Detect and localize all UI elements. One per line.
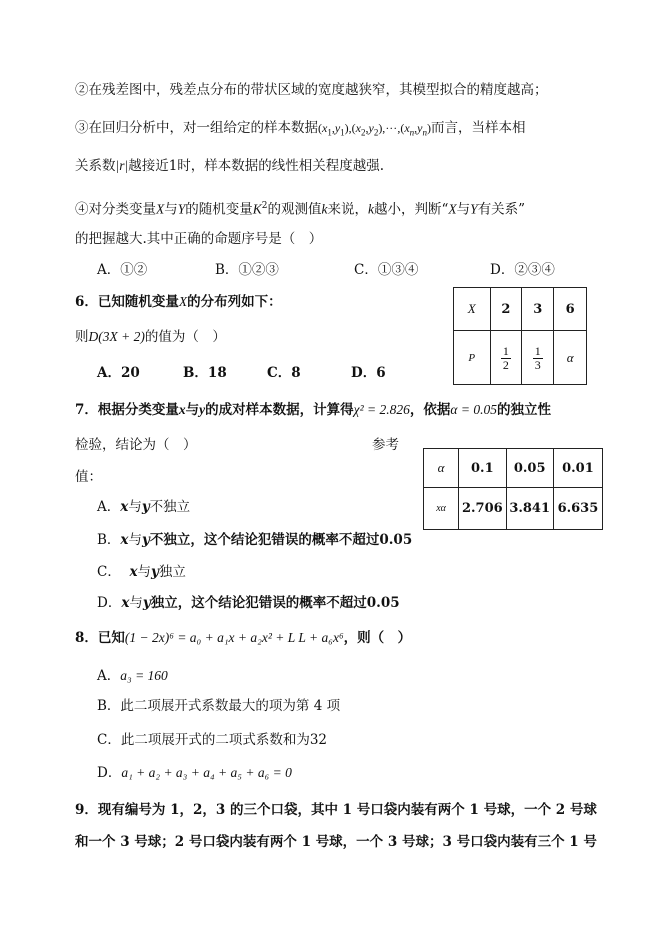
table-cell: α — [554, 331, 587, 385]
q7-option-c[interactable] — [97, 562, 186, 582]
option-value: ②③④ — [514, 262, 555, 278]
option-value: a₁ + a₂ + a₃ + a₄ + a₅ + a₆ = 0 — [121, 765, 292, 780]
option-value: a₃ = 160 — [120, 668, 168, 683]
q6-option-b[interactable] — [183, 363, 227, 383]
var-k: k — [321, 201, 328, 217]
table-cell: xα — [424, 488, 459, 530]
var-Y: Y — [177, 201, 186, 217]
var-y: y — [142, 595, 151, 611]
question-text: 则 — [75, 329, 89, 345]
statement-text: 在回归分析中，对一组给定的样本数据 — [88, 120, 318, 136]
table-cell: P — [454, 331, 491, 385]
statement-4 — [75, 196, 525, 220]
table-cell: X — [454, 288, 491, 331]
q7-stem — [75, 400, 551, 420]
table-cell: 6.635 — [553, 488, 602, 530]
question-text: 参考 — [372, 437, 399, 453]
q7-option-a[interactable] — [97, 497, 190, 517]
question-number: 8． — [75, 630, 98, 646]
option-label: D． — [97, 765, 122, 781]
dots: ··· — [385, 121, 398, 135]
statement-text: 越接近1时，样本数据的线性相关程度越强. — [128, 158, 385, 174]
denominator: 3 — [534, 357, 541, 372]
question-text: ，则（ ） — [343, 630, 412, 646]
question-text: ，依据 — [409, 402, 451, 418]
option-text: 不独立，这个结论犯错误的概率不超过0.05 — [149, 532, 413, 548]
option-value: 8 — [291, 365, 301, 381]
r-var: r — [119, 158, 125, 173]
var-y: y — [141, 499, 150, 515]
table-cell: 3.841 — [506, 488, 553, 530]
denominator: 2 — [502, 357, 509, 372]
option-text: 不独立 — [149, 499, 191, 515]
option-value: ①③④ — [377, 262, 419, 278]
q6-option-c[interactable] — [267, 363, 301, 383]
statement-text: 的随机变量 — [185, 201, 253, 218]
q7-option-b[interactable] — [97, 530, 412, 550]
statement-text: 与 — [164, 201, 178, 218]
q6-distribution-table — [453, 287, 587, 385]
option-text: 与 — [137, 564, 151, 580]
option-value: 20 — [120, 365, 140, 381]
table-cell: 0.1 — [459, 449, 506, 488]
option-value: ①② — [120, 262, 148, 278]
option-label: B． — [97, 532, 121, 548]
question-text: 现有编号为 1，2，3 的三个口袋，其中 1 号口袋内装有两个 1 号球，一个 2 号球 — [97, 802, 597, 818]
circled-number: ③ — [75, 120, 89, 136]
q8-option-b[interactable] — [97, 696, 340, 716]
q8-option-c[interactable] — [97, 730, 327, 750]
option-value: 此二项展开式系数最大的项为第 4 项 — [120, 698, 341, 714]
question-number: 9． — [75, 802, 98, 818]
question-text: 的成对样本数据，计算得 — [205, 402, 354, 418]
var-X: X — [178, 294, 188, 309]
question-text: 检验，结论为（ ） — [75, 437, 197, 453]
statement-text: 与 — [456, 201, 471, 218]
option-text: 与 — [129, 595, 143, 611]
var-x: x — [178, 402, 186, 417]
var-y: y — [199, 402, 206, 417]
table-cell — [490, 331, 522, 385]
statement-text: 而言，当样本相 — [430, 120, 526, 136]
table-cell: 0.05 — [506, 449, 553, 488]
statement-text: 对分类变量 — [88, 201, 156, 218]
var-y: y — [141, 532, 150, 548]
q6-option-a[interactable] — [97, 363, 140, 383]
q5-option-d[interactable] — [490, 260, 555, 280]
var-x: x — [121, 595, 130, 611]
option-value: 18 — [207, 365, 227, 381]
q7-stem-2 — [75, 435, 197, 455]
statement-4-cont — [75, 229, 322, 249]
table-cell: α — [424, 449, 459, 488]
question-number: 7． — [75, 402, 98, 418]
q5-option-b[interactable] — [215, 260, 279, 280]
q7-reference-label-2 — [75, 467, 102, 487]
fraction — [501, 345, 511, 372]
option-value: 此二项展开式的二项式系数和为32 — [120, 732, 328, 748]
q8-option-a[interactable] — [97, 666, 168, 686]
option-text: 与 — [128, 499, 142, 515]
binomial-expression: (1 − 2x)⁶ = a₀ + a₁x + a₂x² + L L + a₆x⁶ — [124, 630, 344, 645]
var-X: X — [156, 201, 165, 217]
option-label: C． — [267, 365, 292, 381]
statement-text: 的把握越大.其中正确的命题序号是（ ） — [75, 231, 323, 247]
statement-3 — [75, 118, 525, 142]
var-x: x — [120, 499, 129, 515]
statement-text: 有关系” — [477, 201, 526, 218]
var-X: X — [448, 201, 457, 217]
q8-option-d[interactable] — [97, 763, 292, 783]
option-label: D． — [490, 262, 515, 278]
q6-stem — [75, 292, 282, 312]
table-cell: 2.706 — [459, 488, 506, 530]
var-k: k — [368, 201, 375, 217]
question-text: 与 — [185, 402, 200, 418]
option-label: A． — [97, 365, 121, 381]
option-label: A． — [97, 499, 121, 515]
statement-text: 来说， — [327, 201, 369, 218]
statement-3-cont — [75, 156, 384, 176]
abs-r: |r| — [115, 158, 129, 173]
q5-option-a[interactable] — [97, 260, 147, 280]
question-number: 6． — [75, 294, 98, 310]
option-label: A． — [97, 262, 121, 278]
square: 2 — [261, 201, 268, 211]
option-label: C． — [97, 564, 121, 580]
option-text: 与 — [128, 532, 142, 548]
statement-text: 的观测值 — [267, 201, 322, 218]
option-label: A． — [97, 668, 121, 684]
table-cell: 3 — [522, 288, 554, 331]
q7-option-d[interactable] — [97, 593, 400, 613]
question-text: 值： — [75, 469, 102, 485]
option-text: 独立 — [158, 564, 186, 580]
fraction — [533, 345, 543, 372]
var-x: x — [129, 564, 138, 580]
q7-reference-label — [372, 435, 399, 455]
table-cell: 0.01 — [553, 449, 602, 488]
var-x: x — [120, 532, 129, 548]
option-label: B． — [215, 262, 239, 278]
q6-stem-2 — [75, 327, 226, 347]
question-text: 已知 — [97, 630, 125, 646]
question-text: 的值为（ ） — [144, 329, 226, 345]
option-text: 独立，这个结论犯错误的概率不超过0.05 — [150, 595, 400, 611]
variance-expression: D(3X + 2) — [88, 329, 145, 344]
question-text: 的独立性 — [496, 402, 551, 418]
circled-number: ② — [75, 82, 89, 98]
table-cell: 2 — [490, 288, 522, 331]
question-text: 和一个 3 号球；2 号口袋内装有两个 1 号球，一个 3 号球；3 号口袋内装有三个 1 号 — [75, 834, 597, 850]
q8-stem — [75, 628, 411, 648]
statement-2 — [75, 80, 548, 100]
option-value: 6 — [376, 365, 386, 381]
option-label: D． — [97, 595, 122, 611]
option-label: B． — [183, 365, 208, 381]
option-label: C． — [354, 262, 378, 278]
statement-text: 关系数 — [75, 158, 116, 174]
option-label: D． — [351, 365, 377, 381]
numerator: 1 — [534, 343, 541, 358]
sample-data-expression: $(x_1,y_1),(x_2,y_2),\cdot\cdot\cdot,(x_n,y_n)$ — [318, 121, 431, 138]
q5-option-c[interactable] — [354, 260, 418, 280]
table-cell — [522, 331, 554, 385]
option-value: ①②③ — [238, 262, 279, 278]
var-K: K — [252, 201, 262, 217]
question-text: 的分布列如下： — [187, 294, 282, 310]
question-text: 已知随机变量 — [97, 294, 179, 310]
chi-square-value: χ² = 2.826 — [353, 402, 410, 417]
numerator: 1 — [502, 343, 509, 358]
question-text: 根据分类变量 — [97, 402, 179, 418]
table-cell: 6 — [554, 288, 587, 331]
q9-stem — [75, 800, 597, 820]
var-Y: Y — [470, 201, 478, 217]
option-label: C． — [97, 732, 121, 748]
q7-critical-value-table — [423, 448, 603, 530]
q9-stem-2 — [75, 832, 597, 852]
statement-text: 越小，判断“ — [374, 201, 449, 218]
statement-text: 在残差图中，残差点分布的带状区域的宽度越狭窄，其模型拟合的精度越高； — [88, 82, 548, 98]
option-label: B． — [97, 698, 121, 714]
q6-option-d[interactable] — [351, 363, 386, 383]
circled-number: ④ — [75, 201, 89, 218]
var-y: y — [151, 564, 159, 580]
alpha-value: α = 0.05 — [450, 402, 497, 417]
